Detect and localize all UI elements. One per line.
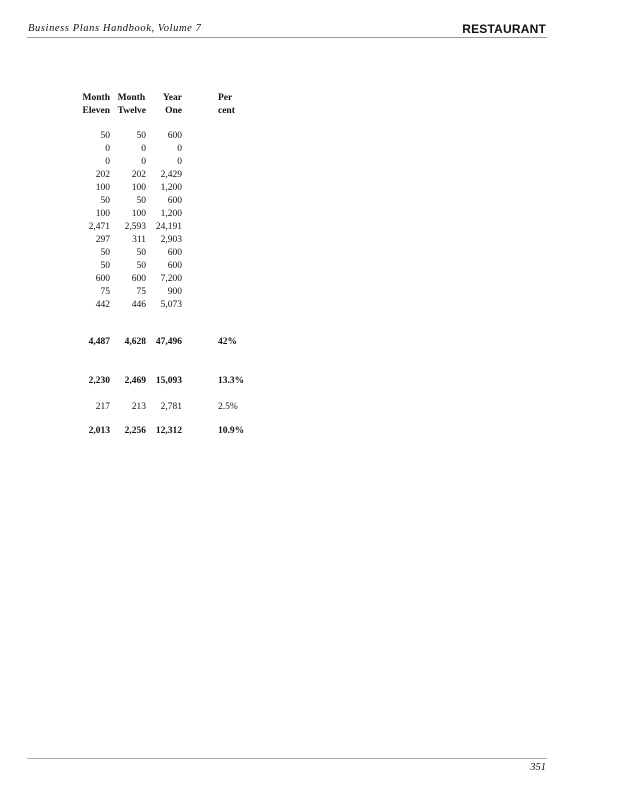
cell-year-one: 2,429 bbox=[160, 170, 182, 180]
cell-month-eleven: 50 bbox=[100, 131, 110, 141]
cell-month-twelve: 75 bbox=[136, 287, 146, 297]
column-header-percent bbox=[218, 92, 235, 118]
cell-month-twelve: 446 bbox=[131, 300, 146, 310]
column-header-line: cent bbox=[218, 106, 235, 116]
cell-month-eleven: 75 bbox=[100, 287, 110, 297]
summary-percent: 2.5% bbox=[218, 402, 238, 412]
column-header-line: Year bbox=[163, 93, 182, 103]
cell-year-one: 900 bbox=[167, 287, 182, 297]
column-header-line: Twelve bbox=[117, 106, 146, 116]
summary-month-twelve: 2,256 bbox=[124, 426, 146, 436]
cell-month-eleven: 2,471 bbox=[88, 222, 110, 232]
cell-year-one: 600 bbox=[167, 196, 182, 206]
summary-percent: 13.3% bbox=[218, 376, 245, 386]
cell-month-twelve: 50 bbox=[136, 261, 146, 271]
summary-month-eleven: 4,487 bbox=[88, 337, 110, 347]
summary-month-twelve: 213 bbox=[131, 402, 146, 412]
column-header-month-eleven bbox=[83, 92, 110, 118]
cell-month-eleven: 100 bbox=[95, 209, 110, 219]
cell-month-eleven: 50 bbox=[100, 248, 110, 258]
cell-year-one: 0 bbox=[177, 157, 182, 167]
cell-month-eleven: 297 bbox=[95, 235, 110, 245]
summary-year-one: 15,093 bbox=[155, 376, 182, 386]
summary-year-one: 12,312 bbox=[155, 426, 182, 436]
cell-year-one: 7,200 bbox=[160, 274, 182, 284]
cell-month-twelve: 0 bbox=[141, 157, 146, 167]
cell-month-eleven: 50 bbox=[100, 196, 110, 206]
cell-month-eleven: 442 bbox=[95, 300, 110, 310]
footer-divider bbox=[27, 758, 547, 759]
summary-month-eleven: 2,013 bbox=[88, 426, 110, 436]
cell-month-eleven: 0 bbox=[105, 144, 110, 154]
cell-month-twelve: 100 bbox=[131, 183, 146, 193]
column-header-year-one bbox=[163, 92, 182, 118]
page-number: 351 bbox=[530, 762, 546, 773]
running-header-section: RESTAURANT bbox=[462, 22, 546, 36]
cell-month-twelve: 2,593 bbox=[124, 222, 146, 232]
cell-year-one: 2,903 bbox=[160, 235, 182, 245]
cell-year-one: 24,191 bbox=[155, 222, 182, 232]
summary-month-eleven: 2,230 bbox=[88, 376, 110, 386]
cell-month-eleven: 50 bbox=[100, 261, 110, 271]
cell-year-one: 600 bbox=[167, 131, 182, 141]
cell-month-twelve: 202 bbox=[131, 170, 146, 180]
summary-month-twelve: 2,469 bbox=[124, 376, 146, 386]
summary-year-one: 47,496 bbox=[155, 337, 182, 347]
cell-month-twelve: 100 bbox=[131, 209, 146, 219]
cell-month-twelve: 600 bbox=[131, 274, 146, 284]
cell-month-eleven: 100 bbox=[95, 183, 110, 193]
cell-year-one: 600 bbox=[167, 261, 182, 271]
cell-year-one: 600 bbox=[167, 248, 182, 258]
cell-month-twelve: 50 bbox=[136, 131, 146, 141]
running-header-title: Business Plans Handbook, Volume 7 bbox=[28, 23, 202, 34]
column-header-line: Month bbox=[82, 93, 110, 103]
column-header-line: Eleven bbox=[82, 106, 110, 116]
cell-year-one: 0 bbox=[177, 144, 182, 154]
column-header-line: One bbox=[165, 106, 182, 116]
column-header-month-twelve bbox=[118, 92, 146, 118]
header-divider bbox=[27, 37, 547, 38]
column-header-line: Per bbox=[218, 93, 233, 103]
cell-month-twelve: 50 bbox=[136, 196, 146, 206]
cell-month-eleven: 202 bbox=[95, 170, 110, 180]
cell-month-twelve: 0 bbox=[141, 144, 146, 154]
summary-percent: 10.9% bbox=[218, 426, 245, 436]
summary-month-twelve: 4,628 bbox=[124, 337, 146, 347]
cell-year-one: 5,073 bbox=[160, 300, 182, 310]
cell-month-twelve: 50 bbox=[136, 248, 146, 258]
cell-month-twelve: 311 bbox=[132, 235, 146, 245]
column-header-line: Month bbox=[117, 93, 146, 103]
cell-year-one: 1,200 bbox=[160, 183, 182, 193]
cell-year-one: 1,200 bbox=[160, 209, 182, 219]
summary-month-eleven: 217 bbox=[95, 402, 110, 412]
summary-year-one: 2,781 bbox=[160, 402, 182, 412]
cell-month-eleven: 600 bbox=[95, 274, 110, 284]
summary-percent: 42% bbox=[218, 337, 237, 347]
cell-month-eleven: 0 bbox=[105, 157, 110, 167]
